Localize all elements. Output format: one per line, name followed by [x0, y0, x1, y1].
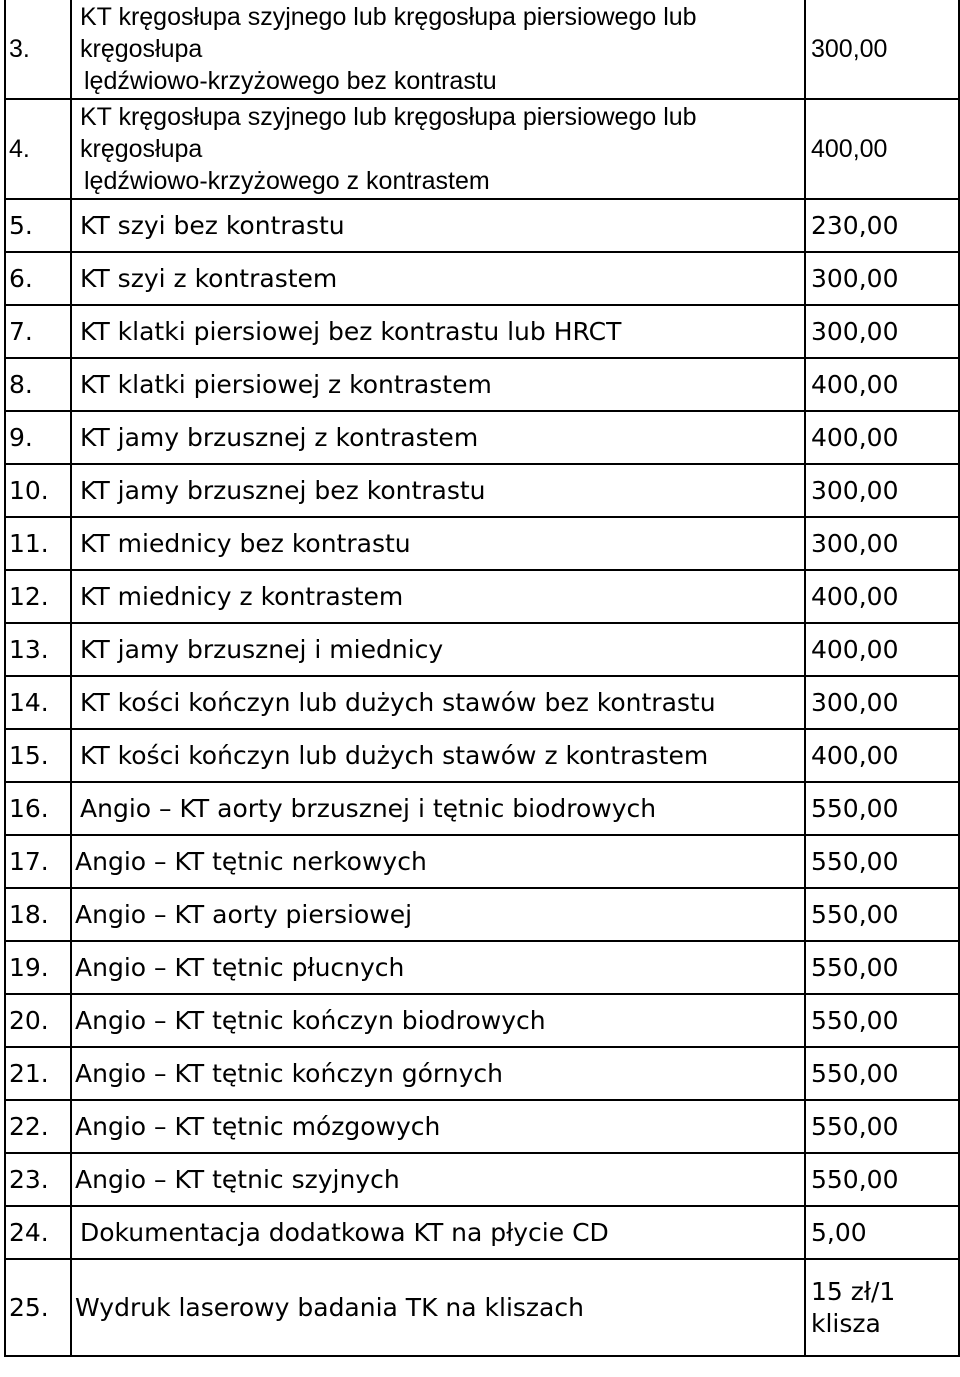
row-price: 550,00 — [805, 782, 959, 835]
row-name: Angio – KT tętnic kończyn biodrowych — [71, 994, 805, 1047]
row-name-line: KT kręgosłupa szyjnego lub kręgosłupa piersiowego lub — [80, 3, 697, 31]
table-row — [5, 199, 959, 252]
table-row — [5, 411, 959, 464]
row-number: 18. — [5, 888, 71, 941]
row-number: 19. — [5, 941, 71, 994]
row-price: 400,00 — [805, 99, 959, 199]
row-price: 400,00 — [805, 358, 959, 411]
row-number-text: 3. — [9, 35, 30, 63]
row-number: 20. — [5, 994, 71, 1047]
row-number: 21. — [5, 1047, 71, 1100]
row-name-line: KT kręgosłupa szyjnego lub kręgosłupa piersiowego lub — [80, 103, 697, 131]
row-number: 14. — [5, 676, 71, 729]
table-row — [5, 252, 959, 305]
row-name: KT jamy brzusznej i miednicy — [71, 623, 805, 676]
table-row — [5, 305, 959, 358]
table-row — [5, 1047, 959, 1100]
row-number — [5, 0, 71, 99]
row-price: 550,00 — [805, 994, 959, 1047]
row-number: 7. — [5, 305, 71, 358]
row-name: Angio – KT tętnic szyjnych — [71, 1153, 805, 1206]
row-number: 23. — [5, 1153, 71, 1206]
row-number: 13. — [5, 623, 71, 676]
row-name: Wydruk laserowy badania TK na kliszach — [71, 1259, 805, 1356]
row-price: 300,00 — [805, 676, 959, 729]
table-row — [5, 1206, 959, 1259]
row-price: 550,00 — [805, 1100, 959, 1153]
row-name: KT szyi z kontrastem — [71, 252, 805, 305]
row-price: 300,00 — [805, 252, 959, 305]
table-row — [5, 1153, 959, 1206]
table-row — [5, 994, 959, 1047]
row-price: 550,00 — [805, 1153, 959, 1206]
table-row — [5, 888, 959, 941]
row-name-line: kręgosłupa — [80, 135, 203, 163]
table-row — [5, 623, 959, 676]
table-row — [5, 0, 959, 99]
row-name: Angio – KT tętnic kończyn górnych — [71, 1047, 805, 1100]
row-number: 25. — [5, 1259, 71, 1356]
row-name-line: lędźwiowo-krzyżowego z kontrastem — [84, 167, 490, 195]
table-row — [5, 1100, 959, 1153]
row-name — [71, 0, 805, 99]
table-row — [5, 570, 959, 623]
row-name: KT jamy brzusznej z kontrastem — [71, 411, 805, 464]
row-price: 400,00 — [805, 570, 959, 623]
row-name: KT jamy brzusznej bez kontrastu — [71, 464, 805, 517]
row-name: Angio – KT tętnic mózgowych — [71, 1100, 805, 1153]
row-number: 11. — [5, 517, 71, 570]
table-row — [5, 782, 959, 835]
row-number: 6. — [5, 252, 71, 305]
row-name: Dokumentacja dodatkowa KT na płycie CD — [71, 1206, 805, 1259]
row-name: KT szyi bez kontrastu — [71, 199, 805, 252]
row-price: 300,00 — [805, 517, 959, 570]
table-row — [5, 99, 959, 199]
row-name: Angio – KT tętnic płucnych — [71, 941, 805, 994]
row-name: KT miednicy z kontrastem — [71, 570, 805, 623]
row-number: 16. — [5, 782, 71, 835]
row-number: 17. — [5, 835, 71, 888]
row-price: 300,00 — [805, 0, 959, 99]
row-name: KT klatki piersiowej bez kontrastu lub HRCT — [71, 305, 805, 358]
row-price: 400,00 — [805, 411, 959, 464]
table-row — [5, 941, 959, 994]
row-price: 300,00 — [805, 464, 959, 517]
table-row — [5, 517, 959, 570]
row-name: KT kości kończyn lub dużych stawów bez kontrastu — [71, 676, 805, 729]
row-number: 22. — [5, 1100, 71, 1153]
price-table — [4, 0, 960, 1357]
row-price: 5,00 — [805, 1206, 959, 1259]
row-price: 300,00 — [805, 305, 959, 358]
table-row — [5, 358, 959, 411]
row-name: Angio – KT aorty piersiowej — [71, 888, 805, 941]
row-name — [71, 99, 805, 199]
row-price: 550,00 — [805, 1047, 959, 1100]
table-row — [5, 729, 959, 782]
row-number-text: 4. — [9, 135, 30, 163]
row-name: KT klatki piersiowej z kontrastem — [71, 358, 805, 411]
row-price: 550,00 — [805, 888, 959, 941]
table-row — [5, 835, 959, 888]
row-number: 8. — [5, 358, 71, 411]
row-price: 400,00 — [805, 729, 959, 782]
table-row — [5, 676, 959, 729]
row-name: Angio – KT tętnic nerkowych — [71, 835, 805, 888]
row-number — [5, 99, 71, 199]
row-number: 9. — [5, 411, 71, 464]
row-name-line: kręgosłupa — [80, 35, 203, 63]
row-name: KT miednicy bez kontrastu — [71, 517, 805, 570]
row-number: 24. — [5, 1206, 71, 1259]
row-number: 15. — [5, 729, 71, 782]
row-price: 230,00 — [805, 199, 959, 252]
row-name: KT kości kończyn lub dużych stawów z kontrastem — [71, 729, 805, 782]
row-price: 400,00 — [805, 623, 959, 676]
row-number: 12. — [5, 570, 71, 623]
row-price: 550,00 — [805, 835, 959, 888]
row-number: 10. — [5, 464, 71, 517]
row-name: Angio – KT aorty brzusznej i tętnic biodrowych — [71, 782, 805, 835]
row-price: 550,00 — [805, 941, 959, 994]
row-price — [805, 1259, 959, 1356]
table-row — [5, 1259, 959, 1356]
table-row — [5, 464, 959, 517]
row-name-line: lędźwiowo-krzyżowego bez kontrastu — [84, 67, 497, 95]
row-price-line: klisza — [811, 1308, 881, 1338]
row-number: 5. — [5, 199, 71, 252]
row-price-line: 15 zł/1 — [811, 1276, 896, 1306]
